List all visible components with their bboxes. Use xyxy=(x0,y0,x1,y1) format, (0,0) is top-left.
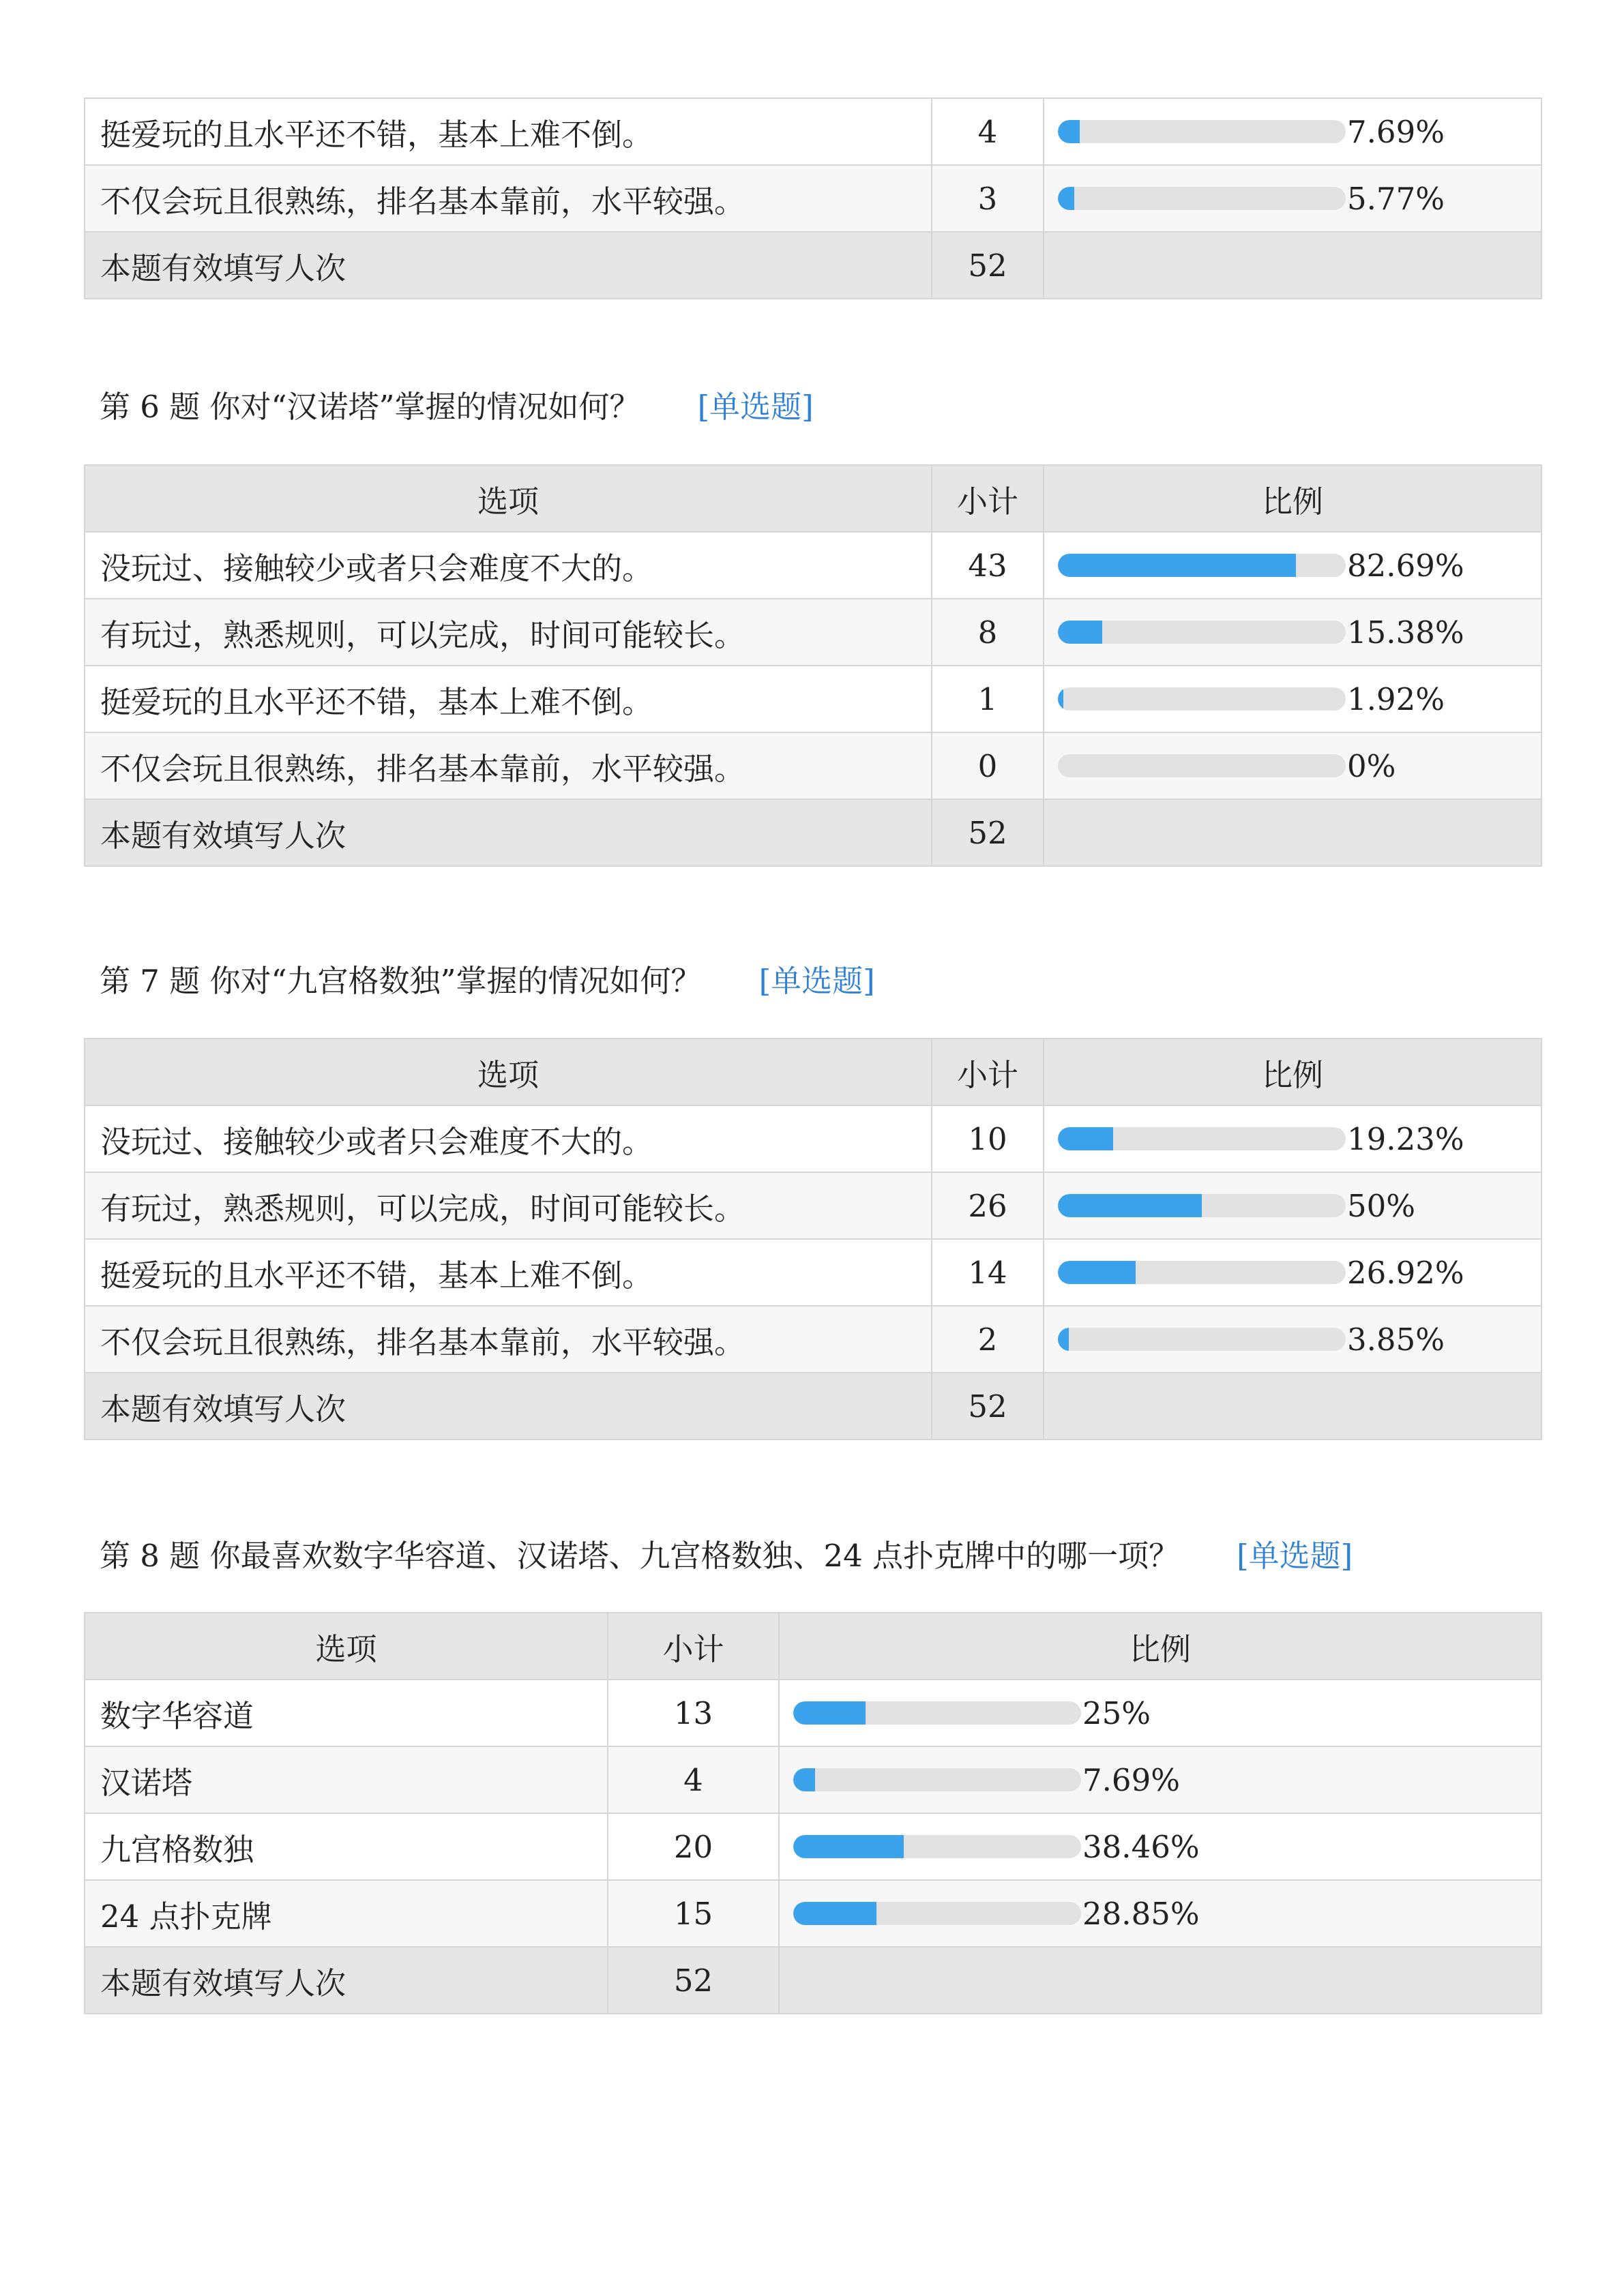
progress-fill xyxy=(1058,187,1074,210)
q6-results xyxy=(84,464,1541,867)
option-count: 8 xyxy=(932,599,1044,666)
total-empty-cell xyxy=(1044,232,1541,299)
ratio-cell xyxy=(1044,1239,1541,1306)
total-empty-cell xyxy=(1044,799,1541,866)
question-title: 第 7 题 你对“九宫格数独”掌握的情况如何？ xyxy=(100,963,702,999)
progress-bar xyxy=(1058,120,1346,143)
total-row xyxy=(85,1373,1541,1440)
progress-bar xyxy=(793,1768,1081,1791)
table-row xyxy=(85,1880,1541,1947)
total-label: 本题有效填写人次 xyxy=(85,799,932,866)
q7-results xyxy=(84,1038,1541,1440)
option-count: 0 xyxy=(932,732,1044,799)
progress-bar xyxy=(1058,1194,1346,1217)
percent-label: 7.69% xyxy=(1347,113,1445,150)
percent-label: 7.69% xyxy=(1082,1761,1180,1798)
progress-bar xyxy=(1058,554,1346,577)
ratio-cell xyxy=(779,1746,1541,1813)
header-row xyxy=(85,1613,1541,1680)
q7-heading xyxy=(100,956,875,1000)
total-row xyxy=(85,799,1541,866)
percent-label: 38.46% xyxy=(1082,1828,1200,1865)
percent-label: 50% xyxy=(1347,1187,1416,1224)
progress-bar xyxy=(1058,187,1346,210)
option-label: 24 点扑克牌 xyxy=(85,1880,608,1947)
progress-bar xyxy=(1058,1328,1346,1351)
total-label: 本题有效填写人次 xyxy=(85,232,932,299)
option-label: 数字华容道 xyxy=(85,1680,608,1746)
progress-fill xyxy=(1058,621,1102,644)
q5-results xyxy=(84,98,1541,299)
progress-fill xyxy=(1058,687,1063,711)
q8-table xyxy=(84,1612,1542,2014)
percent-label: 25% xyxy=(1082,1695,1151,1731)
progress-fill xyxy=(793,1768,815,1791)
total-row xyxy=(85,232,1541,299)
option-count: 10 xyxy=(932,1105,1044,1172)
question-type: [单选题] xyxy=(758,963,875,999)
header-count: 小计 xyxy=(932,465,1044,532)
progress-fill xyxy=(1058,1261,1136,1284)
header-row xyxy=(85,1039,1541,1105)
option-count: 4 xyxy=(608,1746,779,1813)
table-row xyxy=(85,1680,1541,1746)
progress-fill xyxy=(1058,1194,1202,1217)
total-count: 52 xyxy=(932,232,1044,299)
q5-table xyxy=(84,98,1542,299)
progress-bar xyxy=(793,1701,1081,1725)
progress-fill xyxy=(1058,1328,1069,1351)
q8-heading xyxy=(100,1531,1353,1575)
table-row xyxy=(85,666,1541,732)
total-empty-cell xyxy=(1044,1373,1541,1440)
q8-results xyxy=(84,1612,1541,2014)
option-label: 有玩过，熟悉规则，可以完成，时间可能较长。 xyxy=(85,1172,932,1239)
total-label: 本题有效填写人次 xyxy=(85,1373,932,1440)
ratio-cell xyxy=(1044,1105,1541,1172)
ratio-cell xyxy=(1044,1306,1541,1373)
progress-bar xyxy=(793,1902,1081,1925)
question-type: [单选题] xyxy=(1237,1538,1353,1574)
ratio-cell xyxy=(1044,532,1541,599)
option-count: 4 xyxy=(932,98,1044,165)
table-row xyxy=(85,1172,1541,1239)
table-row xyxy=(85,1746,1541,1813)
option-count: 20 xyxy=(608,1813,779,1880)
option-count: 1 xyxy=(932,666,1044,732)
table-row xyxy=(85,1306,1541,1373)
option-label: 挺爱玩的且水平还不错，基本上难不倒。 xyxy=(85,98,932,165)
option-label: 挺爱玩的且水平还不错，基本上难不倒。 xyxy=(85,666,932,732)
percent-label: 28.85% xyxy=(1082,1895,1200,1932)
progress-fill xyxy=(1058,554,1296,577)
progress-fill xyxy=(793,1701,866,1725)
table-row xyxy=(85,165,1541,232)
total-row xyxy=(85,1947,1541,2014)
question-title: 第 6 题 你对“汉诺塔”掌握的情况如何？ xyxy=(100,389,640,425)
option-label: 不仅会玩且很熟练，排名基本靠前，水平较强。 xyxy=(85,165,932,232)
ratio-cell xyxy=(1044,732,1541,799)
percent-label: 82.69% xyxy=(1347,547,1464,584)
option-label: 没玩过、接触较少或者只会难度不大的。 xyxy=(85,1105,932,1172)
progress-fill xyxy=(1058,120,1080,143)
total-count: 52 xyxy=(932,1373,1044,1440)
percent-label: 5.77% xyxy=(1347,180,1445,217)
header-count: 小计 xyxy=(608,1613,779,1680)
header-option: 选项 xyxy=(85,1613,608,1680)
header-option: 选项 xyxy=(85,465,932,532)
question-title: 第 8 题 你最喜欢数字华容道、汉诺塔、九宫格数独、24 点扑克牌中的哪一项？ xyxy=(100,1538,1180,1574)
header-option: 选项 xyxy=(85,1039,932,1105)
option-label: 没玩过、接触较少或者只会难度不大的。 xyxy=(85,532,932,599)
total-count: 52 xyxy=(608,1947,779,2014)
header-row xyxy=(85,465,1541,532)
header-count: 小计 xyxy=(932,1039,1044,1105)
option-count: 43 xyxy=(932,532,1044,599)
table-row xyxy=(85,1239,1541,1306)
option-count: 3 xyxy=(932,165,1044,232)
ratio-cell xyxy=(1044,666,1541,732)
table-row xyxy=(85,732,1541,799)
percent-label: 19.23% xyxy=(1347,1120,1464,1157)
ratio-cell xyxy=(1044,599,1541,666)
percent-label: 0% xyxy=(1347,747,1396,784)
option-label: 不仅会玩且很熟练，排名基本靠前，水平较强。 xyxy=(85,1306,932,1373)
option-label: 汉诺塔 xyxy=(85,1746,608,1813)
option-count: 2 xyxy=(932,1306,1044,1373)
ratio-cell xyxy=(1044,165,1541,232)
q6-heading xyxy=(100,382,814,426)
percent-label: 26.92% xyxy=(1347,1254,1464,1291)
progress-bar xyxy=(1058,754,1346,777)
option-label: 九宫格数独 xyxy=(85,1813,608,1880)
q7-table xyxy=(84,1038,1542,1440)
total-label: 本题有效填写人次 xyxy=(85,1947,608,2014)
progress-bar xyxy=(793,1835,1081,1858)
progress-bar xyxy=(1058,1261,1346,1284)
progress-bar xyxy=(1058,1127,1346,1150)
table-row xyxy=(85,532,1541,599)
header-ratio: 比例 xyxy=(1044,465,1541,532)
ratio-cell xyxy=(1044,1172,1541,1239)
progress-fill xyxy=(793,1902,876,1925)
table-row xyxy=(85,599,1541,666)
total-empty-cell xyxy=(779,1947,1541,2014)
table-row xyxy=(85,98,1541,165)
header-ratio: 比例 xyxy=(779,1613,1541,1680)
table-row xyxy=(85,1105,1541,1172)
progress-fill xyxy=(793,1835,904,1858)
option-count: 26 xyxy=(932,1172,1044,1239)
option-count: 15 xyxy=(608,1880,779,1947)
header-ratio: 比例 xyxy=(1044,1039,1541,1105)
ratio-cell xyxy=(779,1880,1541,1947)
q6-table xyxy=(84,464,1542,867)
option-count: 14 xyxy=(932,1239,1044,1306)
percent-label: 3.85% xyxy=(1347,1321,1445,1358)
percent-label: 1.92% xyxy=(1347,681,1445,717)
table-row xyxy=(85,1813,1541,1880)
progress-bar xyxy=(1058,687,1346,711)
progress-fill xyxy=(1058,1127,1113,1150)
ratio-cell xyxy=(779,1680,1541,1746)
option-label: 有玩过，熟悉规则，可以完成，时间可能较长。 xyxy=(85,599,932,666)
ratio-cell xyxy=(779,1813,1541,1880)
total-count: 52 xyxy=(932,799,1044,866)
progress-bar xyxy=(1058,621,1346,644)
question-type: [单选题] xyxy=(697,389,814,425)
option-count: 13 xyxy=(608,1680,779,1746)
ratio-cell xyxy=(1044,98,1541,165)
option-label: 挺爱玩的且水平还不错，基本上难不倒。 xyxy=(85,1239,932,1306)
option-label: 不仅会玩且很熟练，排名基本靠前，水平较强。 xyxy=(85,732,932,799)
percent-label: 15.38% xyxy=(1347,614,1464,651)
